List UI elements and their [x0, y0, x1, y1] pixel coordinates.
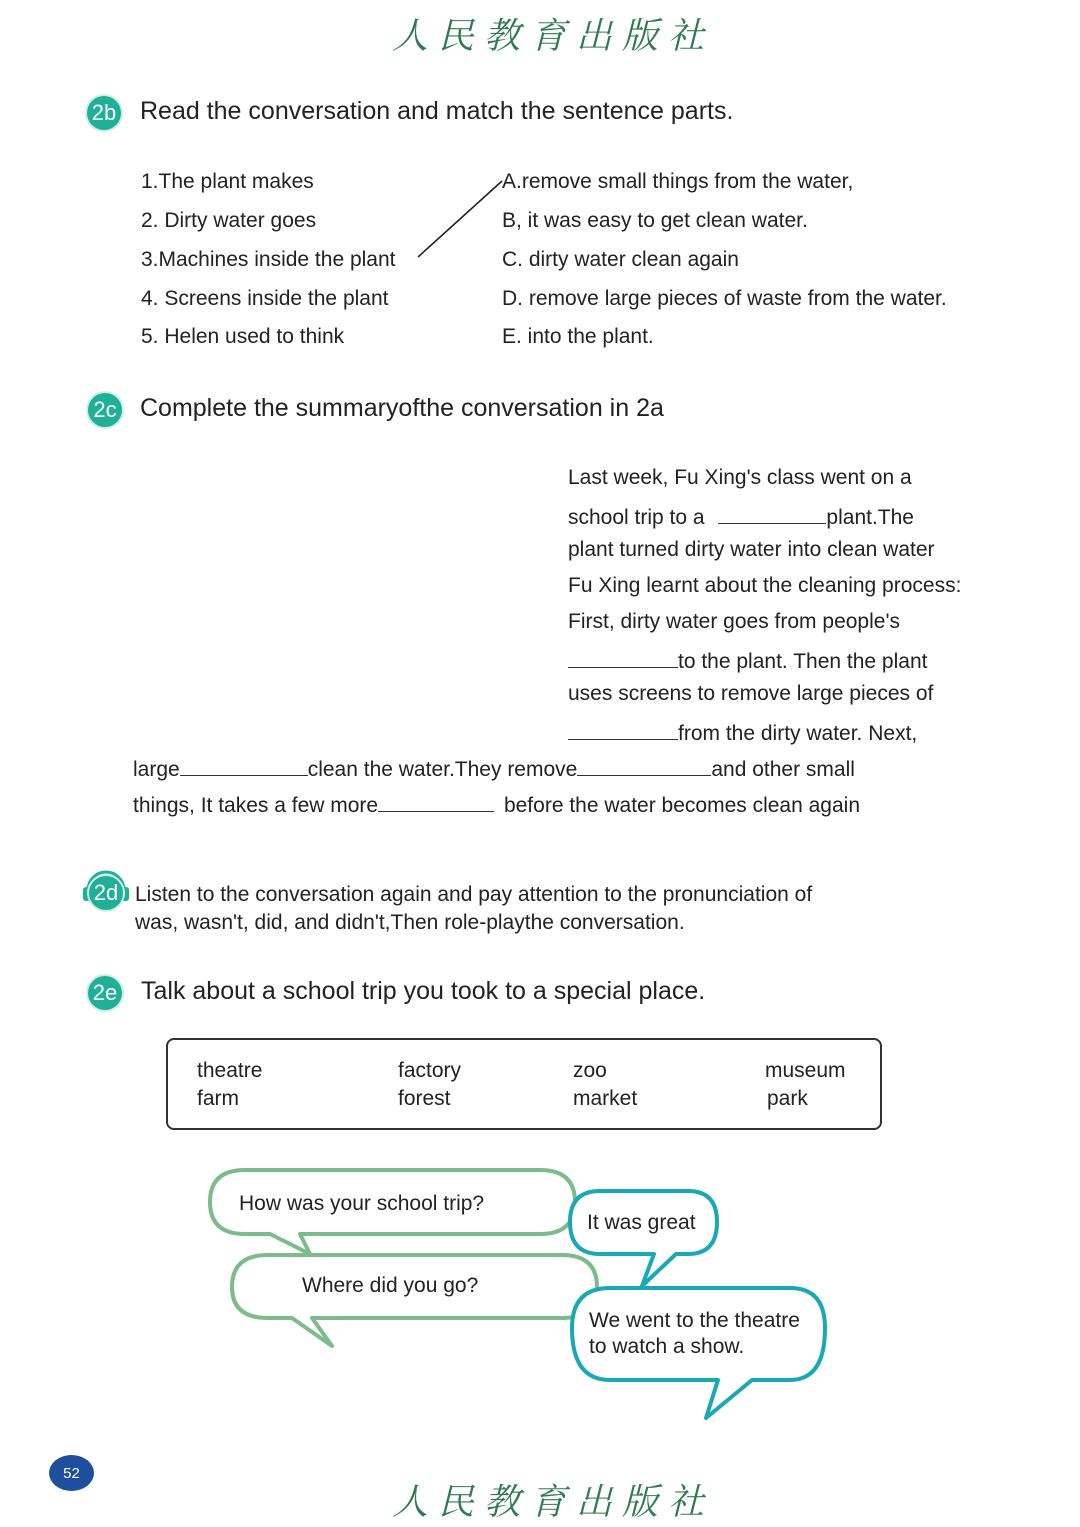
summary-line-10: [133, 790, 860, 818]
summary-text: clean the water.They remove: [307, 758, 578, 781]
match-left-item-4: 4. Screens inside the plant: [141, 287, 389, 310]
bubble-answer-2-line-2: to watch a show.: [589, 1335, 745, 1358]
publisher-logo: 人民教育出版社: [392, 16, 715, 57]
match-example-line: [410, 175, 510, 265]
section-badge-2c: 2c: [88, 393, 122, 427]
word-farm: farm: [197, 1087, 239, 1110]
blank-field[interactable]: [718, 502, 826, 524]
summary-text: to the plant. Then the plant: [678, 650, 928, 673]
section-2e-title: Talk about a school trip you took to a special place.: [141, 977, 706, 1005]
publisher-logo-footer: 人民教育出版社: [392, 1482, 715, 1523]
summary-line-8: [568, 718, 917, 746]
match-right-item-e: E. into the plant.: [502, 325, 654, 348]
summary-line-3: plant turned dirty water into clean water: [568, 538, 935, 561]
match-right-item-a: A.remove small things from the water,: [502, 170, 854, 193]
blank-field[interactable]: [378, 790, 494, 812]
summary-text: school trip to a: [568, 506, 705, 529]
speech-bubbles-graphic: [0, 1160, 1080, 1430]
match-left-item-5: 5. Helen used to think: [141, 325, 345, 348]
blank-field[interactable]: [577, 754, 711, 776]
summary-line-9: [133, 754, 855, 782]
word-box: [166, 1038, 882, 1130]
section-badge-2b: 2b: [87, 96, 121, 130]
bubble-question-2: Where did you go?: [302, 1274, 479, 1297]
bubble-answer-2-line-1: We went to the theatre: [589, 1309, 800, 1332]
summary-line-1: Last week, Fu Xing's class went on a: [568, 466, 912, 489]
summary-text: large: [133, 758, 180, 781]
summary-line-2: [568, 502, 914, 530]
section-badge-2e: 2e: [88, 976, 122, 1010]
bubble-question-1: How was your school trip?: [239, 1192, 485, 1215]
section-2b-title: Read the conversation and match the sentence parts.: [140, 97, 734, 125]
match-left-item-3: 3.Machines inside the plant: [141, 248, 396, 271]
word-market: market: [573, 1087, 638, 1110]
match-right-item-d: D. remove large pieces of waste from the water.: [502, 287, 947, 310]
match-right-item-b: B, it was easy to get clean water.: [502, 209, 808, 232]
speech-bubble-3: [232, 1255, 597, 1346]
summary-line-4: Fu Xing learnt about the cleaning process:: [568, 574, 962, 597]
summary-text: before the water becomes clean again: [503, 794, 861, 817]
word-park: park: [767, 1087, 808, 1110]
word-forest: forest: [398, 1087, 451, 1110]
summary-text: things, It takes a few more: [133, 794, 379, 817]
summary-text: and other small: [711, 758, 855, 781]
word-theatre: theatre: [197, 1059, 263, 1082]
blank-field[interactable]: [568, 718, 678, 740]
bubble-answer-1: It was great: [587, 1211, 696, 1234]
summary-line-7: uses screens to remove large pieces of: [568, 682, 934, 705]
page-number: 52: [49, 1455, 94, 1491]
blank-field[interactable]: [180, 754, 308, 776]
match-left-item-1: 1.The plant makes: [141, 170, 314, 193]
summary-line-6: [568, 646, 927, 674]
section-badge-2d: 2d: [89, 876, 123, 910]
word-museum: museum: [765, 1059, 846, 1082]
blank-field[interactable]: [568, 646, 678, 668]
word-factory: factory: [398, 1059, 462, 1082]
section-2d-line-2: was, wasn't, did, and didn't,Then role-playthe conversation.: [135, 911, 685, 934]
word-zoo: zoo: [573, 1059, 607, 1082]
section-2c-title: Complete the summaryofthe conversation in 2a: [140, 394, 664, 422]
match-left-item-2: 2. Dirty water goes: [141, 209, 317, 232]
section-2d-line-1: Listen to the conversation again and pay attention to the pronunciation of: [135, 883, 813, 906]
match-right-item-c: C. dirty water clean again: [502, 248, 739, 271]
summary-text: from the dirty water. Next,: [678, 722, 918, 745]
summary-text: plant.The: [826, 506, 914, 529]
summary-line-5: First, dirty water goes from people's: [568, 610, 900, 633]
